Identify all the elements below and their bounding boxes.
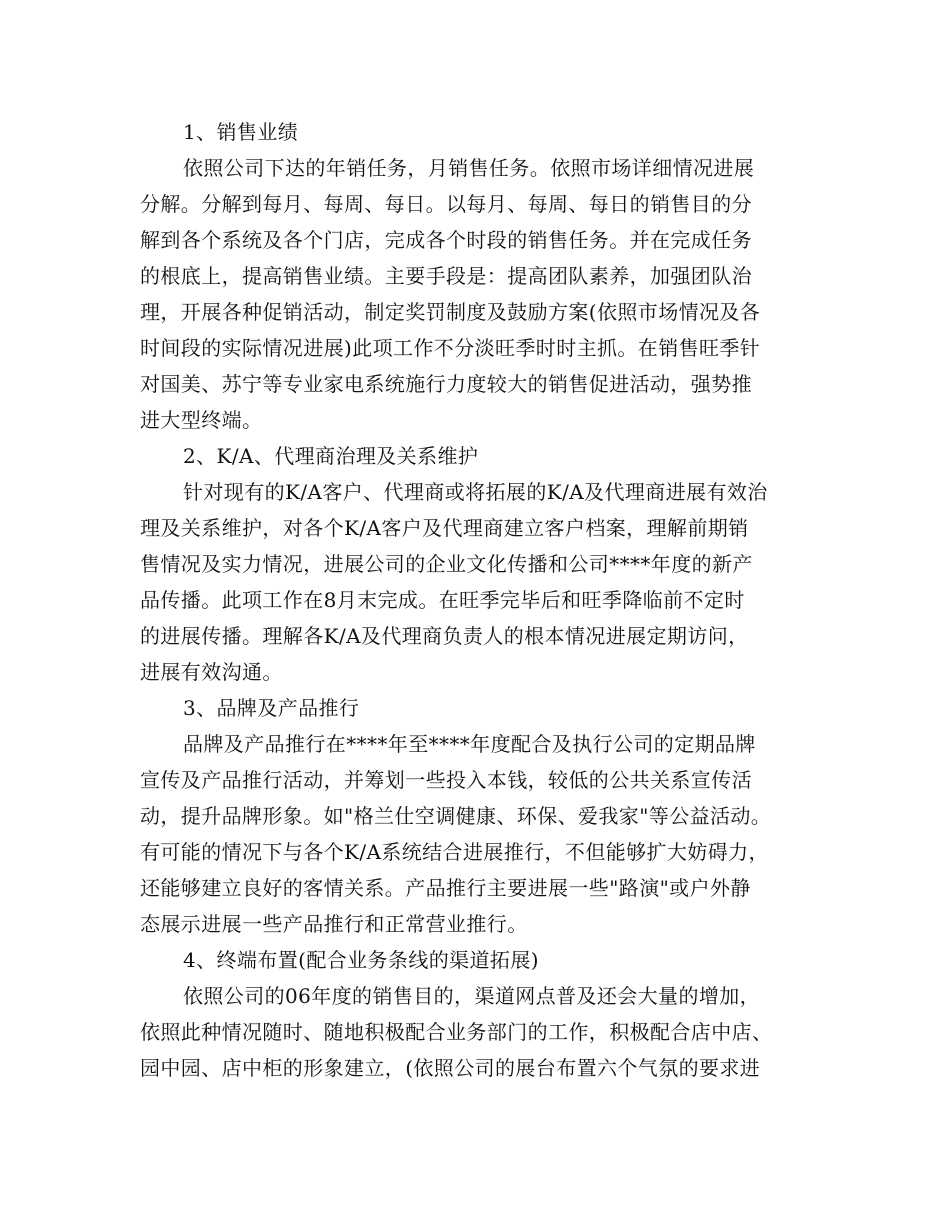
paragraph-line: 售情况及实力情况，进展公司的企业文化传播和公司****年度的新产 [140, 552, 753, 576]
paragraph-line: 理及关系维护，对各个K/A客户及代理商建立客户档案，理解前期销 [140, 516, 749, 540]
paragraph-line: 还能够建立良好的客情关系。产品推行主要进展一些"路演"或户外静 [140, 876, 751, 900]
paragraph-line: 品传播。此项工作在8月末完成。在旺季完毕后和旺季降临前不定时 [140, 588, 745, 612]
section-heading: 1、销售业绩 [183, 120, 299, 144]
section-heading: 2、K/A、代理商治理及关系维护 [183, 444, 479, 468]
section-heading: 3、品牌及产品推行 [183, 696, 360, 720]
paragraph-line: 针对现有的K/A客户、代理商或将拓展的K/A及代理商进展有效治 [183, 480, 768, 504]
paragraph-line: 园中园、店中柜的形象建立，(依照公司的展台布置六个气氛的要求进 [140, 1056, 761, 1080]
paragraph-line: 解到各个系统及各个门店，完成各个时段的销售任务。并在完成任务 [140, 228, 752, 252]
paragraph-line: 进展有效沟通。 [140, 660, 283, 684]
paragraph-line: 依照公司下达的年销任务，月销售任务。依照市场详细情况进展 [183, 156, 755, 180]
paragraph-line: 宣传及产品推行活动，并筹划一些投入本钱，较低的公共关系宣传活 [140, 768, 752, 792]
paragraph-line: 进大型终端。 [140, 408, 263, 432]
paragraph-line: 对国美、苏宁等专业家电系统施行力度较大的销售促进活动，强势推 [140, 372, 752, 396]
paragraph-line: 态展示进展一些产品推行和正常营业推行。 [140, 912, 528, 936]
paragraph-line: 分解。分解到每月、每周、每日。以每月、每周、每日的销售目的分 [140, 192, 752, 216]
paragraph-line: 依照公司的06年度的销售目的，渠道网点普及还会大量的增加， [183, 984, 761, 1008]
paragraph-line: 的根底上，提高销售业绩。主要手段是：提高团队素养，加强团队治 [140, 264, 752, 288]
paragraph-line: 的进展传播。理解各K/A及代理商负责人的根本情况进展定期访问， [140, 624, 749, 648]
paragraph-line: 品牌及产品推行在****年至****年度配合及执行公司的定期品牌 [183, 732, 756, 756]
paragraph-line: 依照此种情况随时、随地积极配合业务部门的工作，积极配合店中店、 [140, 1020, 773, 1044]
paragraph-line: 理，开展各种促销活动，制定奖罚制度及鼓励方案(依照市场情况及各 [140, 300, 761, 324]
paragraph-line: 时间段的实际情况进展)此项工作不分淡旺季时时主抓。在销售旺季针 [140, 336, 761, 360]
paragraph-line: 有可能的情况下与各个K/A系统结合进展推行，不但能够扩大妨碍力， [140, 840, 769, 864]
section-heading: 4、终端布置(配合业务条线的渠道拓展) [183, 948, 539, 972]
paragraph-line: 动，提升品牌形象。如"格兰仕空调健康、环保、爱我家"等公益活动。 [140, 804, 772, 828]
